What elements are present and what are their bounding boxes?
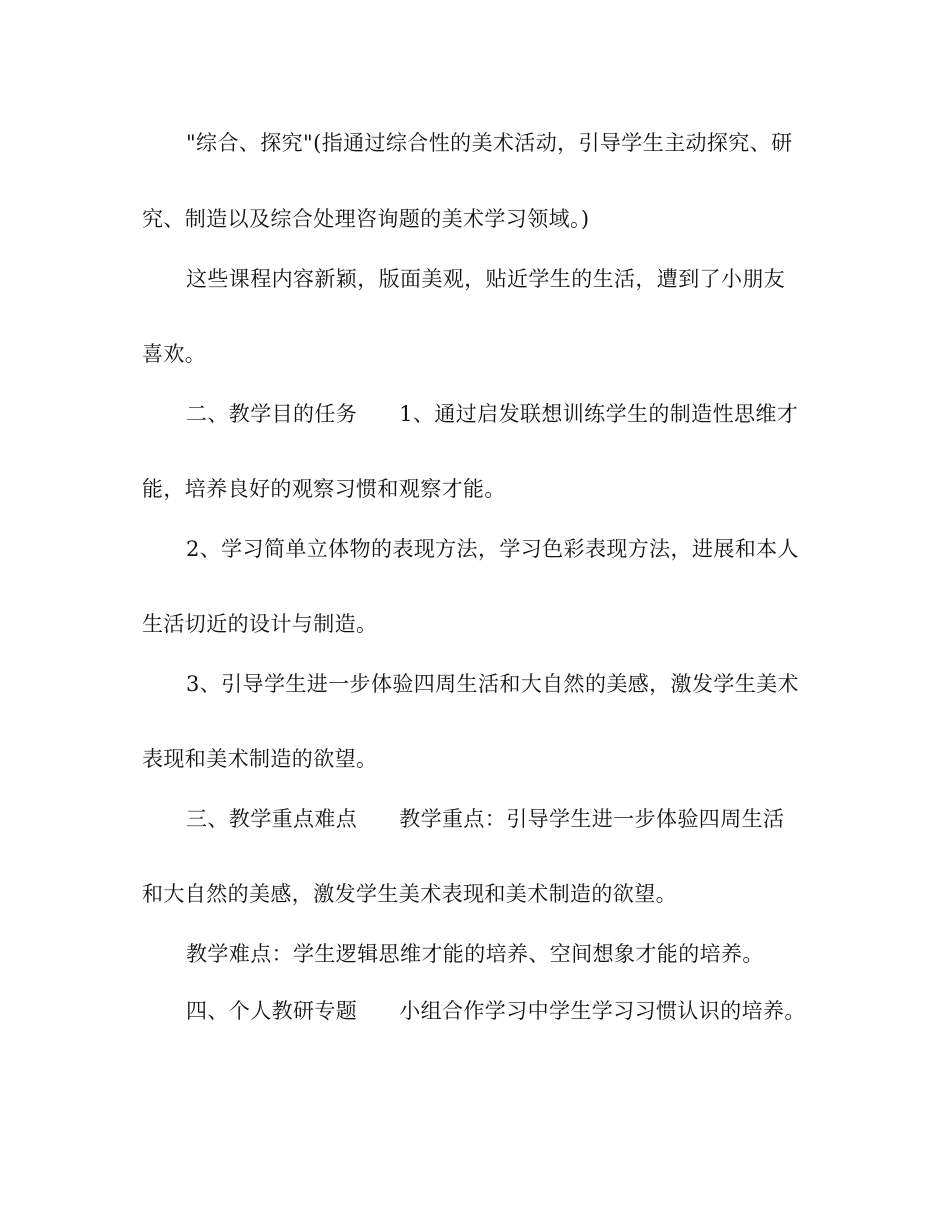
- text: 和大自然的美感，激发学生美术表现和美术制造的欲望。: [142, 882, 677, 906]
- text: 这些课程内容新颖，版面美观，贴近学生的生活，遭到了小朋友: [186, 267, 786, 291]
- paragraph-line-1: [186, 129, 858, 157]
- text: 2、学习简单立体物的表现方法，学习色彩表现方法，进展和本人: [186, 537, 799, 561]
- section-heading-3-line: [186, 805, 858, 833]
- text: 生活切近的设计与制造。: [142, 612, 378, 636]
- section-heading-3: 三、教学重点难点: [186, 807, 358, 831]
- key-point-start: 教学重点：引导学生进一步体验四周生活: [399, 807, 785, 831]
- objective-2-line-2: [142, 610, 814, 638]
- section-heading-2-line: [186, 400, 858, 428]
- difficulty-line: [186, 940, 858, 968]
- section-heading-4: 四、个人教研专题: [186, 999, 358, 1023]
- text: 喜欢。: [142, 342, 207, 366]
- objective-3-line-1: [186, 670, 858, 698]
- paragraph-line-3: [186, 265, 858, 293]
- research-topic: 小组合作学习中学生学习习惯认识的培养。: [399, 999, 806, 1023]
- text: 教学难点：学生逻辑思维才能的培养、空间想象才能的培养。: [186, 942, 764, 966]
- objective-3-line-2: [142, 745, 814, 773]
- section-heading-2: 二、教学目的任务: [186, 402, 358, 426]
- objective-2-line-1: [186, 535, 858, 563]
- text: 能，培养良好的观察习惯和观察才能。: [142, 477, 506, 501]
- text: 表现和美术制造的欲望。: [142, 747, 378, 771]
- text: "综合、探究"(指通过综合性的美术活动，引导学生主动探究、研: [186, 131, 793, 155]
- text: 究、制造以及综合处理咨询题的美术学习领域。): [142, 207, 590, 231]
- paragraph-line-2: [142, 205, 814, 233]
- paragraph-line-4: [142, 340, 814, 368]
- key-point-line-2: [142, 880, 814, 908]
- text: 3、引导学生进一步体验四周生活和大自然的美感，激发学生美术: [186, 672, 799, 696]
- section-heading-4-line: [186, 997, 858, 1025]
- objective-1-start: 1、通过启发联想训练学生的制造性思维才: [399, 402, 799, 426]
- paragraph-line-6: [142, 475, 814, 503]
